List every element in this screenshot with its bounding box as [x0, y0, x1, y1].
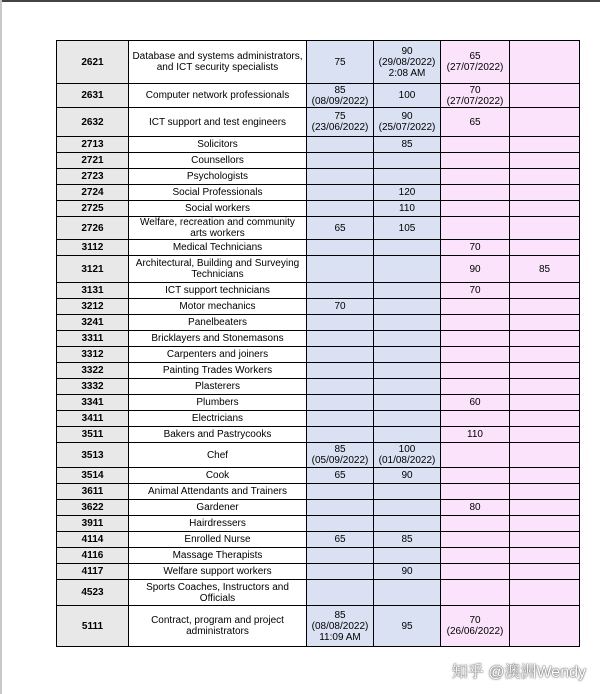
occupation-name-cell: Animal Attendants and Trainers — [129, 484, 307, 500]
score-cell-c4 — [510, 315, 580, 331]
occupation-code-cell: 3332 — [57, 379, 129, 395]
table-row — [57, 84, 580, 108]
score-cell-c4 — [510, 185, 580, 201]
score-cell-c3 — [441, 185, 510, 201]
score-cell-c1: 65 — [307, 217, 374, 240]
occupation-code-cell: 3212 — [57, 299, 129, 315]
score-cell-c2 — [374, 484, 441, 500]
table-row — [57, 564, 580, 580]
score-cell-c2: 85 — [374, 137, 441, 153]
occupation-code-cell: 2721 — [57, 153, 129, 169]
score-cell-c2: 100 — [374, 84, 441, 108]
table-row — [57, 41, 580, 84]
score-cell-c1 — [307, 411, 374, 427]
occupation-name-cell: Plumbers — [129, 395, 307, 411]
occupation-code-cell: 3911 — [57, 516, 129, 532]
table-row — [57, 240, 580, 256]
score-cell-c2 — [374, 548, 441, 564]
score-cell-c1 — [307, 395, 374, 411]
occupation-name-cell: Sports Coaches, Instructors and Officials — [129, 580, 307, 606]
occupation-name-cell: Gardener — [129, 500, 307, 516]
score-cell-c2 — [374, 240, 441, 256]
table-row — [57, 516, 580, 532]
score-cell-c4 — [510, 411, 580, 427]
occupation-name-cell: ICT support technicians — [129, 283, 307, 299]
score-cell-c2 — [374, 379, 441, 395]
score-cell-c4 — [510, 137, 580, 153]
score-cell-c2 — [374, 256, 441, 283]
occupation-name-cell: Architectural, Building and Surveying Technicians — [129, 256, 307, 283]
occupation-name-cell: Social workers — [129, 201, 307, 217]
occupation-code-cell: 2631 — [57, 84, 129, 108]
score-cell-c4 — [510, 500, 580, 516]
score-cell-c1: 75 (23/06/2022) — [307, 108, 374, 137]
score-cell-c2 — [374, 169, 441, 185]
score-cell-c2: 90 (25/07/2022) — [374, 108, 441, 137]
score-cell-c4 — [510, 347, 580, 363]
score-cell-c4 — [510, 443, 580, 468]
score-cell-c3: 70 (26/06/2022) — [441, 606, 510, 647]
score-cell-c1 — [307, 201, 374, 217]
occupation-code-cell: 3131 — [57, 283, 129, 299]
occupation-name-cell: Motor mechanics — [129, 299, 307, 315]
score-cell-c1 — [307, 484, 374, 500]
table-row — [57, 379, 580, 395]
table-row — [57, 153, 580, 169]
occupation-name-cell: Chef — [129, 443, 307, 468]
score-cell-c3: 70 — [441, 283, 510, 299]
score-cell-c2 — [374, 331, 441, 347]
score-cell-c1 — [307, 153, 374, 169]
score-cell-c3 — [441, 331, 510, 347]
table-row — [57, 427, 580, 443]
score-cell-c1 — [307, 185, 374, 201]
score-cell-c1 — [307, 137, 374, 153]
occupation-name-cell: Social Professionals — [129, 185, 307, 201]
score-cell-c3: 60 — [441, 395, 510, 411]
score-cell-c1 — [307, 315, 374, 331]
score-cell-c3 — [441, 484, 510, 500]
score-cell-c4 — [510, 564, 580, 580]
table-row — [57, 580, 580, 606]
score-cell-c4 — [510, 240, 580, 256]
score-cell-c2: 85 — [374, 532, 441, 548]
score-cell-c3: 110 — [441, 427, 510, 443]
score-cell-c1 — [307, 500, 374, 516]
score-cell-c1: 85 (08/09/2022) — [307, 84, 374, 108]
occupation-code-cell: 3622 — [57, 500, 129, 516]
score-cell-c4 — [510, 153, 580, 169]
table-row — [57, 137, 580, 153]
score-cell-c3 — [441, 347, 510, 363]
score-cell-c3 — [441, 363, 510, 379]
score-cell-c4 — [510, 532, 580, 548]
occupation-name-cell: Cook — [129, 468, 307, 484]
occupation-code-cell: 2726 — [57, 217, 129, 240]
occupation-name-cell: Database and systems administrators, and ICT security specialists — [129, 41, 307, 84]
score-cell-c2: 90 — [374, 564, 441, 580]
occupation-code-cell: 3121 — [57, 256, 129, 283]
occupation-name-cell: ICT support and test engineers — [129, 108, 307, 137]
table-row — [57, 484, 580, 500]
score-cell-c3 — [441, 315, 510, 331]
score-cell-c3 — [441, 379, 510, 395]
occupation-name-cell: Medical Technicians — [129, 240, 307, 256]
occupation-code-cell: 3322 — [57, 363, 129, 379]
score-cell-c3 — [441, 137, 510, 153]
score-cell-c4 — [510, 169, 580, 185]
occupation-code-cell: 4117 — [57, 564, 129, 580]
table-row — [57, 500, 580, 516]
score-cell-c2: 105 — [374, 217, 441, 240]
score-cell-c3: 65 (27/07/2022) — [441, 41, 510, 84]
score-cell-c2 — [374, 283, 441, 299]
score-cell-c1 — [307, 256, 374, 283]
score-cell-c1 — [307, 240, 374, 256]
score-cell-c3 — [441, 411, 510, 427]
score-cell-c3: 65 — [441, 108, 510, 137]
table-row — [57, 347, 580, 363]
score-cell-c3 — [441, 169, 510, 185]
occupation-code-cell: 3112 — [57, 240, 129, 256]
occupation-code-cell: 5111 — [57, 606, 129, 647]
score-cell-c2: 120 — [374, 185, 441, 201]
occupation-score-table — [56, 40, 580, 647]
occupation-name-cell: Psychologists — [129, 169, 307, 185]
score-cell-c2 — [374, 315, 441, 331]
score-cell-c4 — [510, 299, 580, 315]
score-cell-c3 — [441, 564, 510, 580]
score-cell-c1 — [307, 363, 374, 379]
occupation-name-cell: Massage Therapists — [129, 548, 307, 564]
score-cell-c4 — [510, 217, 580, 240]
score-cell-c3 — [441, 299, 510, 315]
score-cell-c4 — [510, 379, 580, 395]
score-cell-c3 — [441, 468, 510, 484]
score-cell-c4 — [510, 201, 580, 217]
table-row — [57, 185, 580, 201]
score-cell-c3 — [441, 201, 510, 217]
occupation-name-cell: Counsellors — [129, 153, 307, 169]
score-cell-c1: 70 — [307, 299, 374, 315]
score-cell-c1: 65 — [307, 532, 374, 548]
occupation-name-cell: Enrolled Nurse — [129, 532, 307, 548]
occupation-code-cell: 3341 — [57, 395, 129, 411]
table-row — [57, 217, 580, 240]
table-row — [57, 548, 580, 564]
score-cell-c4 — [510, 41, 580, 84]
occupation-name-cell: Hairdressers — [129, 516, 307, 532]
score-cell-c1: 85 (08/08/2022) 11:09 AM — [307, 606, 374, 647]
left-border-line — [0, 0, 2, 694]
occupation-name-cell: Computer network professionals — [129, 84, 307, 108]
score-cell-c4 — [510, 516, 580, 532]
score-cell-c2 — [374, 363, 441, 379]
occupation-code-cell: 3312 — [57, 347, 129, 363]
score-cell-c2: 110 — [374, 201, 441, 217]
score-cell-c3 — [441, 443, 510, 468]
table-row — [57, 532, 580, 548]
score-cell-c1 — [307, 564, 374, 580]
score-cell-c4: 85 — [510, 256, 580, 283]
occupation-name-cell: Contract, program and project administrators — [129, 606, 307, 647]
occupation-code-cell: 3611 — [57, 484, 129, 500]
score-cell-c1 — [307, 516, 374, 532]
occupation-code-cell: 2723 — [57, 169, 129, 185]
occupation-name-cell: Plasterers — [129, 379, 307, 395]
table-row — [57, 331, 580, 347]
occupation-name-cell: Carpenters and joiners — [129, 347, 307, 363]
table-row — [57, 395, 580, 411]
score-cell-c2: 100 (01/08/2022) — [374, 443, 441, 468]
score-cell-c4 — [510, 283, 580, 299]
score-cell-c3: 80 — [441, 500, 510, 516]
score-cell-c3 — [441, 153, 510, 169]
occupation-name-cell: Welfare, recreation and community arts workers — [129, 217, 307, 240]
occupation-code-cell: 4523 — [57, 580, 129, 606]
score-cell-c3: 70 (27/07/2022) — [441, 84, 510, 108]
score-cell-c4 — [510, 331, 580, 347]
occupation-name-cell: Welfare support workers — [129, 564, 307, 580]
table-row — [57, 256, 580, 283]
table-row — [57, 283, 580, 299]
occupation-code-cell: 4114 — [57, 532, 129, 548]
table-row — [57, 201, 580, 217]
score-cell-c3: 70 — [441, 240, 510, 256]
occupation-code-cell: 3513 — [57, 443, 129, 468]
watermark-text: 知乎 @澳洲Wendy — [451, 664, 586, 681]
score-cell-c1 — [307, 331, 374, 347]
occupation-code-cell: 3514 — [57, 468, 129, 484]
score-cell-c1 — [307, 427, 374, 443]
score-cell-c1 — [307, 283, 374, 299]
score-cell-c4 — [510, 84, 580, 108]
occupation-name-cell: Solicitors — [129, 137, 307, 153]
score-cell-c1 — [307, 169, 374, 185]
occupation-code-cell: 3241 — [57, 315, 129, 331]
table-row — [57, 363, 580, 379]
occupation-code-cell: 2632 — [57, 108, 129, 137]
score-cell-c2 — [374, 516, 441, 532]
score-cell-c4 — [510, 580, 580, 606]
score-cell-c2: 95 — [374, 606, 441, 647]
occupation-code-cell: 2713 — [57, 137, 129, 153]
score-cell-c4 — [510, 427, 580, 443]
score-cell-c2 — [374, 500, 441, 516]
score-cell-c3 — [441, 217, 510, 240]
score-cell-c3 — [441, 548, 510, 564]
score-cell-c1: 85 (05/09/2022) — [307, 443, 374, 468]
score-cell-c3 — [441, 580, 510, 606]
table-row — [57, 468, 580, 484]
score-cell-c1: 65 — [307, 468, 374, 484]
score-cell-c3 — [441, 516, 510, 532]
score-cell-c4 — [510, 468, 580, 484]
top-border-line — [0, 0, 600, 2]
score-cell-c2 — [374, 299, 441, 315]
score-cell-c2 — [374, 347, 441, 363]
score-cell-c4 — [510, 606, 580, 647]
score-cell-c2 — [374, 580, 441, 606]
score-cell-c1 — [307, 379, 374, 395]
occupation-code-cell: 2725 — [57, 201, 129, 217]
occupation-code-cell: 3311 — [57, 331, 129, 347]
score-cell-c3: 90 — [441, 256, 510, 283]
score-cell-c2 — [374, 411, 441, 427]
score-cell-c4 — [510, 548, 580, 564]
occupation-name-cell: Electricians — [129, 411, 307, 427]
score-cell-c3 — [441, 532, 510, 548]
table-row — [57, 443, 580, 468]
occupation-code-cell: 2724 — [57, 185, 129, 201]
score-cell-c4 — [510, 363, 580, 379]
occupation-code-cell: 4116 — [57, 548, 129, 564]
occupation-name-cell: Bricklayers and Stonemasons — [129, 331, 307, 347]
occupation-code-cell: 3411 — [57, 411, 129, 427]
score-cell-c1 — [307, 347, 374, 363]
occupation-name-cell: Painting Trades Workers — [129, 363, 307, 379]
occupation-name-cell: Panelbeaters — [129, 315, 307, 331]
score-cell-c2 — [374, 395, 441, 411]
score-cell-c2 — [374, 427, 441, 443]
score-cell-c2: 90 — [374, 468, 441, 484]
occupation-code-cell: 2621 — [57, 41, 129, 84]
score-cell-c4 — [510, 395, 580, 411]
table-row — [57, 169, 580, 185]
score-cell-c2: 90 (29/08/2022) 2:08 AM — [374, 41, 441, 84]
table-row — [57, 108, 580, 137]
table-row — [57, 299, 580, 315]
table-row — [57, 315, 580, 331]
score-cell-c1 — [307, 580, 374, 606]
score-cell-c1: 75 — [307, 41, 374, 84]
score-cell-c1 — [307, 548, 374, 564]
occupation-name-cell: Bakers and Pastrycooks — [129, 427, 307, 443]
score-cell-c2 — [374, 153, 441, 169]
score-cell-c4 — [510, 108, 580, 137]
occupation-code-cell: 3511 — [57, 427, 129, 443]
score-cell-c4 — [510, 484, 580, 500]
table-row — [57, 606, 580, 647]
table-row — [57, 411, 580, 427]
